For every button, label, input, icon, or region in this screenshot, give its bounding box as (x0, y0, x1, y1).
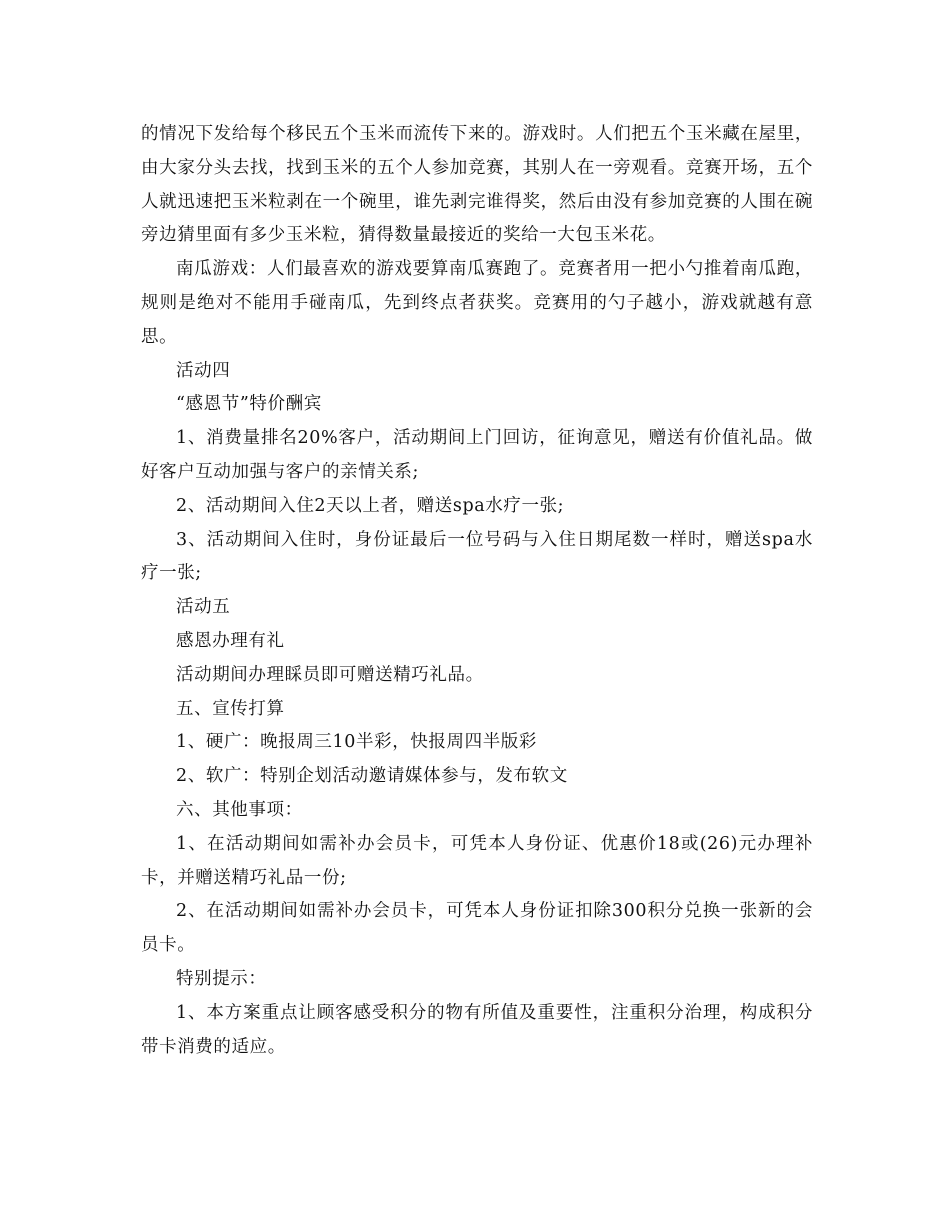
list-item-id-number-match: 3、活动期间入住时，身份证最后一位号码与入住日期尾数一样时，赠送spa水疗一张; (141, 529, 813, 584)
heading-publicity-plan: 五、宣传打算 (176, 698, 285, 719)
list-item-hard-ads: 1、硬广：晚报周三10半彩，快报周四半版彩 (176, 732, 538, 753)
paragraph-corn-game: 的情况下发给每个移民五个玉米而流传下来的。游戏时。人们把五个玉米藏在屋里，由大家分头去找，找到玉米的五个人参加竞赛，其别人在一旁观看。竞赛开场，五个人就迅速把玉米粒剥在一个碗里，谁先剥完谁得奖，然后由没有参加竞赛的人围在碗旁边猜里面有多少玉米粒，猜得数量最接近的奖给一大包玉米花。 (141, 124, 813, 246)
list-item-soft-ads: 2、软广：特别企划活动邀请媒体参与，发布软文 (176, 766, 568, 787)
subheading-gratitude-gift: 感恩办理有礼 (176, 630, 285, 651)
list-item-top-customers: 1、消费量排名20%客户，活动期间上门回访，征询意见，赠送有价值礼品。做好客户互动加强与客户的亲情关系; (141, 428, 813, 482)
paragraph-membership-gift: 活动期间办理睬员即可赠送精巧礼品。 (176, 664, 484, 685)
heading-special-note: 特别提示： (176, 968, 267, 989)
list-item-points-value: 1、本方案重点让顾客感受积分的物有所值及重要性，注重积分治理，构成积分带卡消费的适应。 (141, 1002, 813, 1057)
list-item-two-day-stay: 2、活动期间入住2天以上者，赠送spa水疗一张; (176, 495, 565, 516)
document-body (141, 118, 813, 1064)
subheading-thanksgiving-discount: “感恩节”特价酬宾 (176, 394, 322, 415)
list-item-card-replacement-points: 2、在活动期间如需补办会员卡，可凭本人身份证扣除300积分兑换一张新的会员卡。 (141, 901, 813, 956)
paragraph-pumpkin-game: 南瓜游戏：人们最喜欢的游戏要算南瓜赛跑了。竞赛者用一把小勺推着南瓜跑，规则是绝对不能用手碰南瓜，先到终点者获奖。竞赛用的勺子越小，游戏就越有意思。 (141, 259, 813, 347)
heading-activity-five: 活动五 (176, 597, 231, 618)
heading-activity-four: 活动四 (176, 360, 231, 381)
heading-other-matters: 六、其他事项： (176, 799, 303, 820)
list-item-card-replacement-fee: 1、在活动期间如需补办会员卡，可凭本人身份证、优惠价18或(26)元办理补卡，并赠送精巧礼品一份; (141, 833, 813, 888)
